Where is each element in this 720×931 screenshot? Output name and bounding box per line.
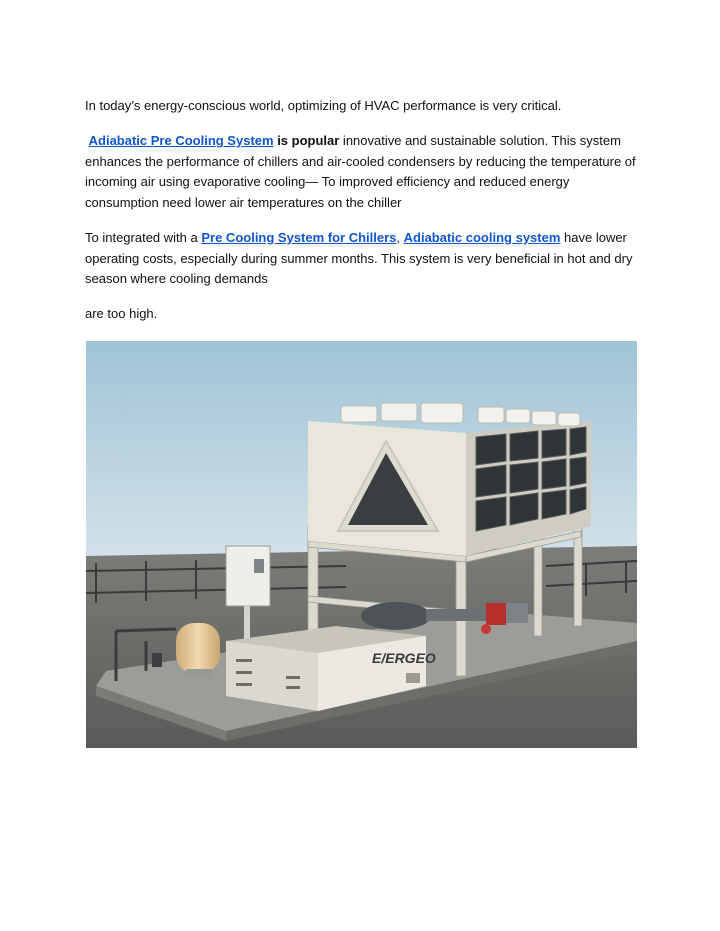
energeo-logo-text: E/ERGEO: [372, 650, 436, 666]
integration-tail: have lower operating costs, especially during summer months. This system is very beneficial in hot and dry season where cooling demands: [85, 230, 633, 287]
link-separator: ,: [396, 230, 404, 245]
integration-paragraph: [85, 228, 645, 290]
closing-paragraph: are too high.: [85, 306, 158, 321]
chiller-system-image: [86, 341, 637, 748]
solution-paragraph: [85, 131, 645, 213]
adiabatic-pre-cooling-link[interactable]: Adiabatic Pre Cooling System: [88, 133, 274, 148]
integration-lead: To integrated with a: [85, 230, 202, 245]
solution-text: innovative and sustainable solution. This system enhances the performance of chillers and air-cooled condensers by reducing the temperature of incoming air using evaporative cooling— To improved efficiency and reduced energy consumption need lower air temperatures on the chiller: [85, 133, 636, 210]
is-popular-text: is popular: [277, 133, 340, 148]
pre-cooling-chillers-link[interactable]: Pre Cooling System for Chillers: [201, 230, 397, 245]
adiabatic-cooling-system-link[interactable]: Adiabatic cooling system: [403, 230, 561, 245]
intro-paragraph: In today’s energy-conscious world, optimizing of HVAC performance is very critical.: [85, 98, 562, 113]
